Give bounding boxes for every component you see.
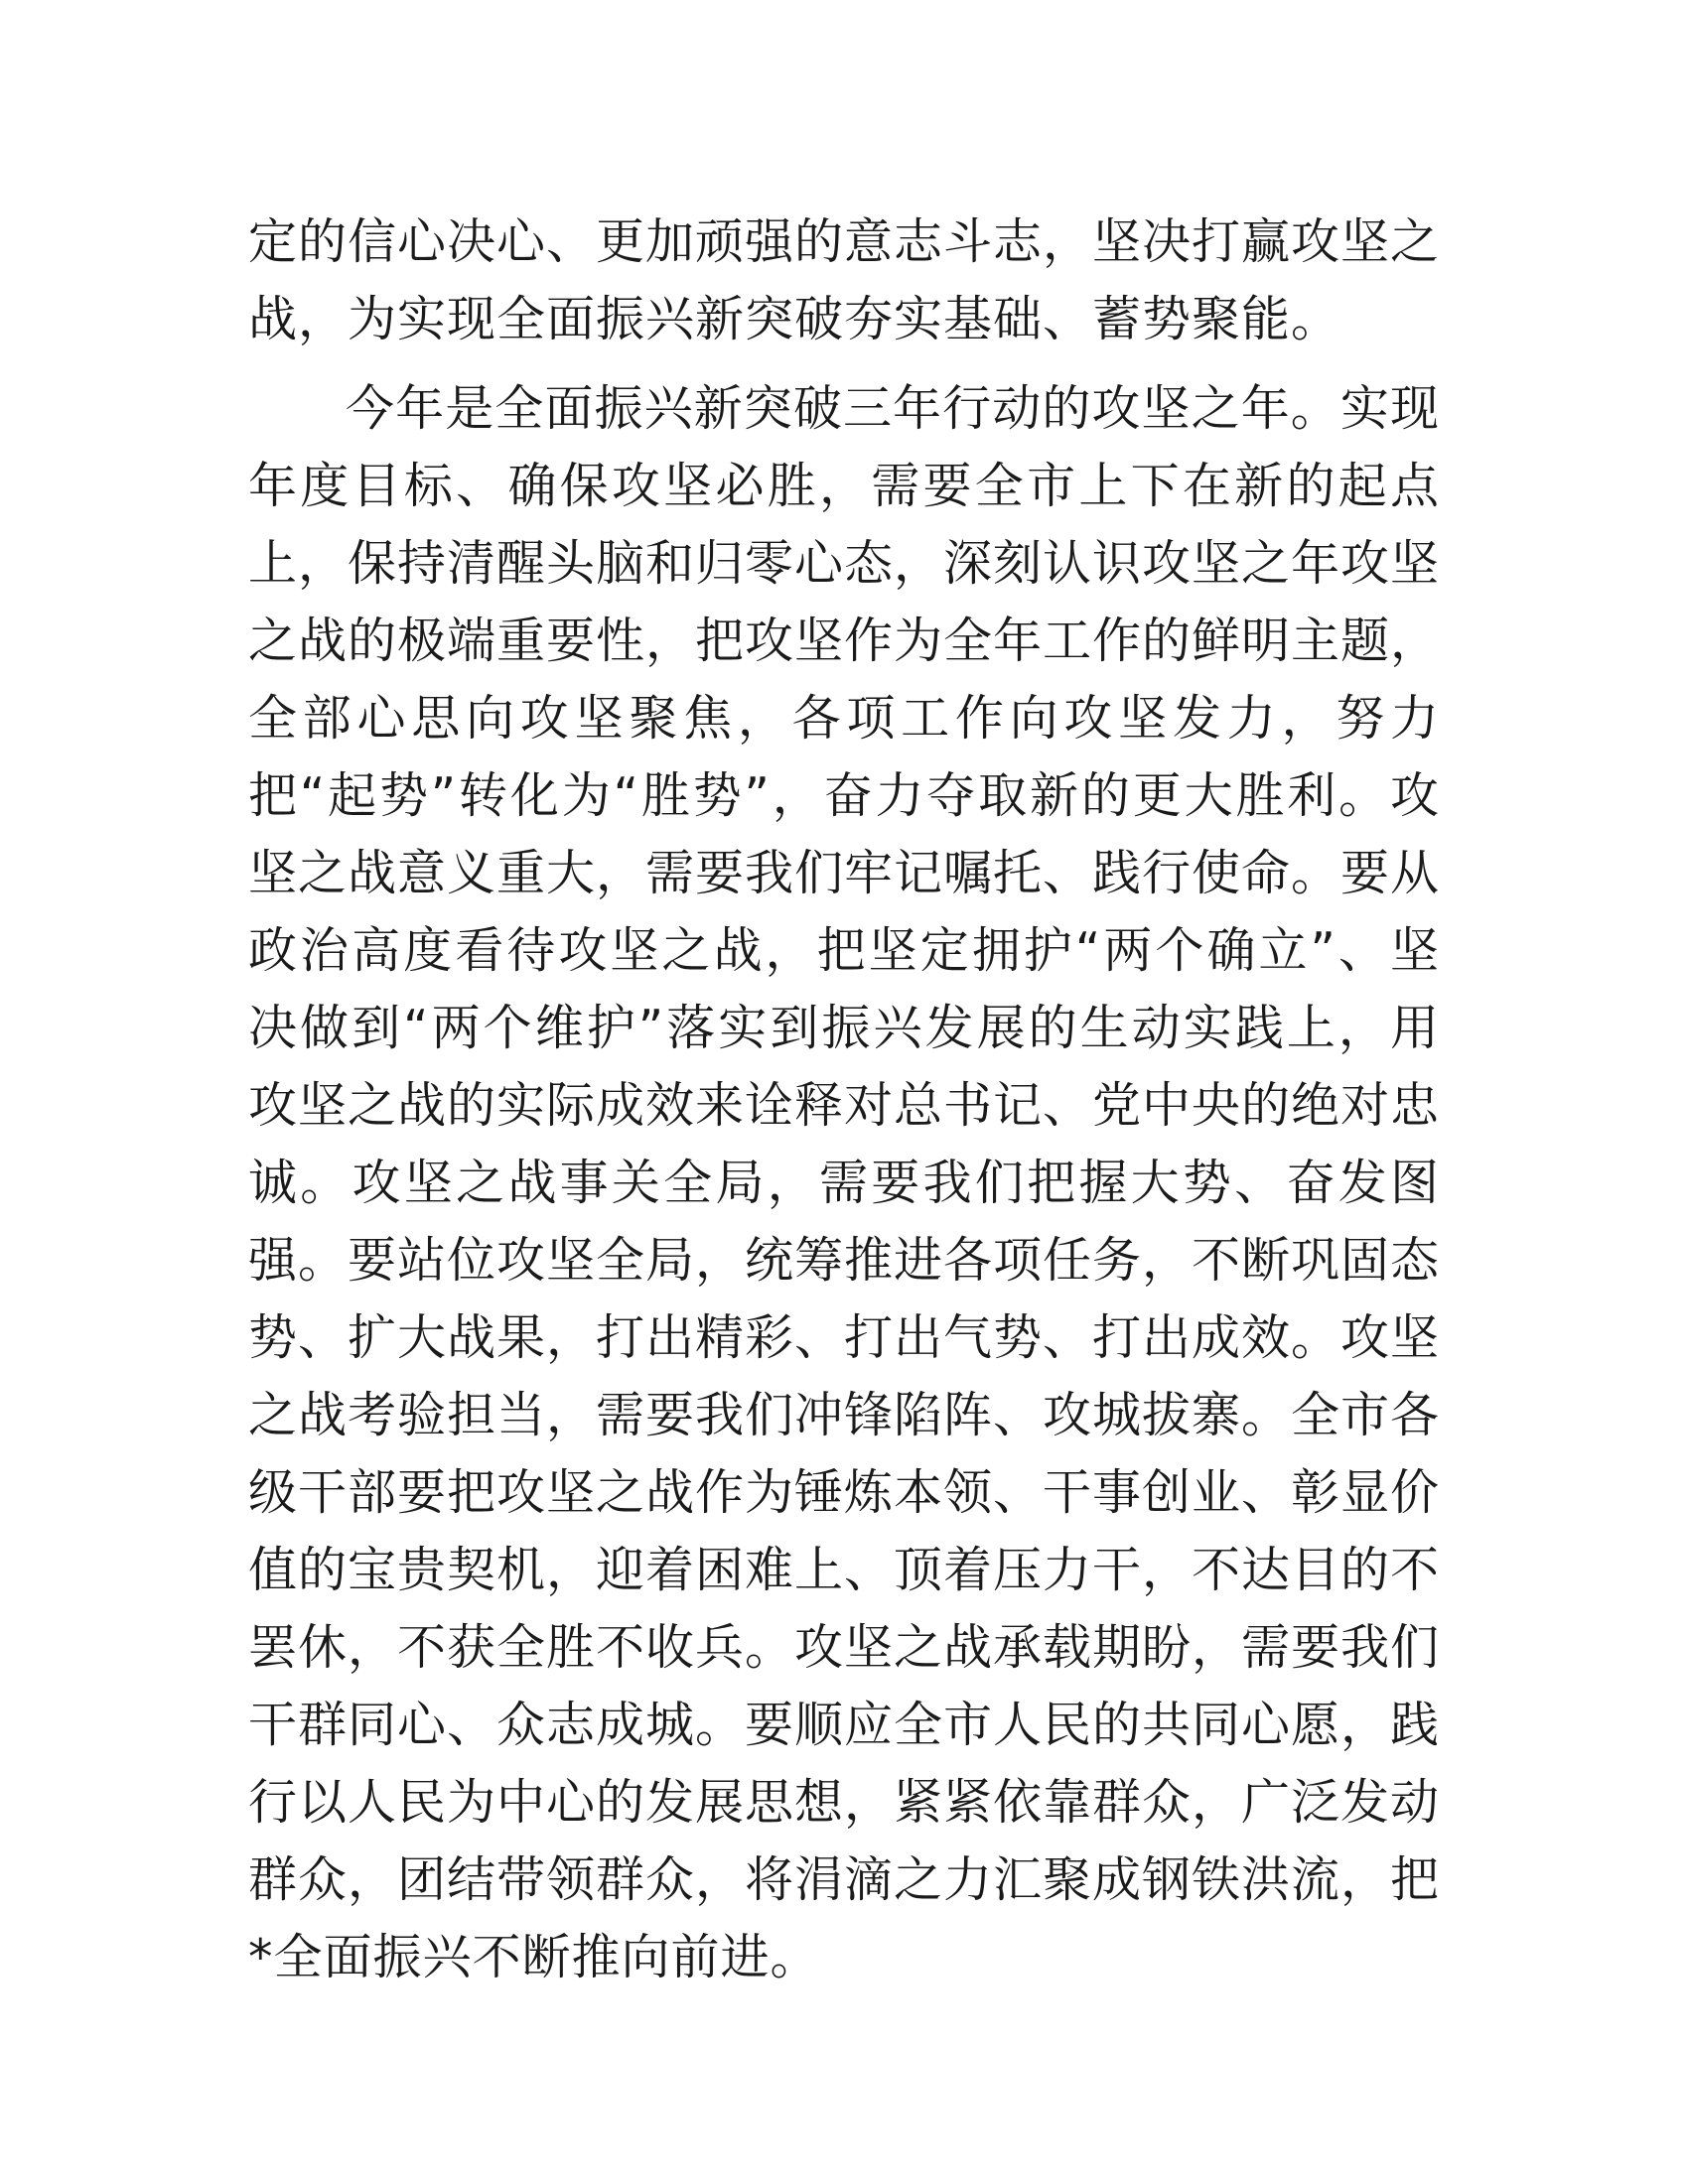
document-body bbox=[248, 204, 1440, 2008]
paragraph-continuation: 定的信心决心、更加顽强的意志斗志，坚决打赢攻坚之战，为实现全面振兴新突破夯实基础、蓄势聚能。 bbox=[248, 213, 1441, 347]
paragraph-main: 今年是全面振兴新突破三年行动的攻坚之年。实现年度目标、确保攻坚必胜，需要全市上下在新的起点上，保持清醒头脑和归零心态，深刻认识攻坚之年攻坚之战的极端重要性，把攻坚作为全年工作的鲜明主题，全部心思向攻坚聚焦，各项工作向攻坚发力，努力把“起势”转化为“胜势”，奋力夺取新的更大胜利。攻坚之战意义重大，需要我们牢记嘱托、践行使命。要从政治高度看待攻坚之战，把坚定拥护“两个确立”、坚决做到“两个维护”落实到振兴发展的生动实践上，用攻坚之战的实际成效来诠释对总书记、党中央的绝对忠诚。攻坚之战事关全局，需要我们把握大势、奋发图强。要站位攻坚全局，统筹推进各项任务，不断巩固态势、扩大战果，打出精彩、打出气势、打出成效。攻坚之战考验担当，需要我们冲锋陷阵、攻城拔寨。全市各级干部要把攻坚之战作为锤炼本领、干事创业、彰显价值的宝贵契机，迎着困难上、顶着压力干，不达目的不罢休，不获全胜不收兵。攻坚之战承载期盼，需要我们干群同心、众志成城。要顺应全市人民的共同心愿，践行以人民为中心的发展思想，紧紧依靠群众，广泛发动群众，团结带领群众，将涓滴之力汇聚成钢铁洪流，把*全面振兴不断推向前进。 bbox=[248, 380, 1441, 1985]
